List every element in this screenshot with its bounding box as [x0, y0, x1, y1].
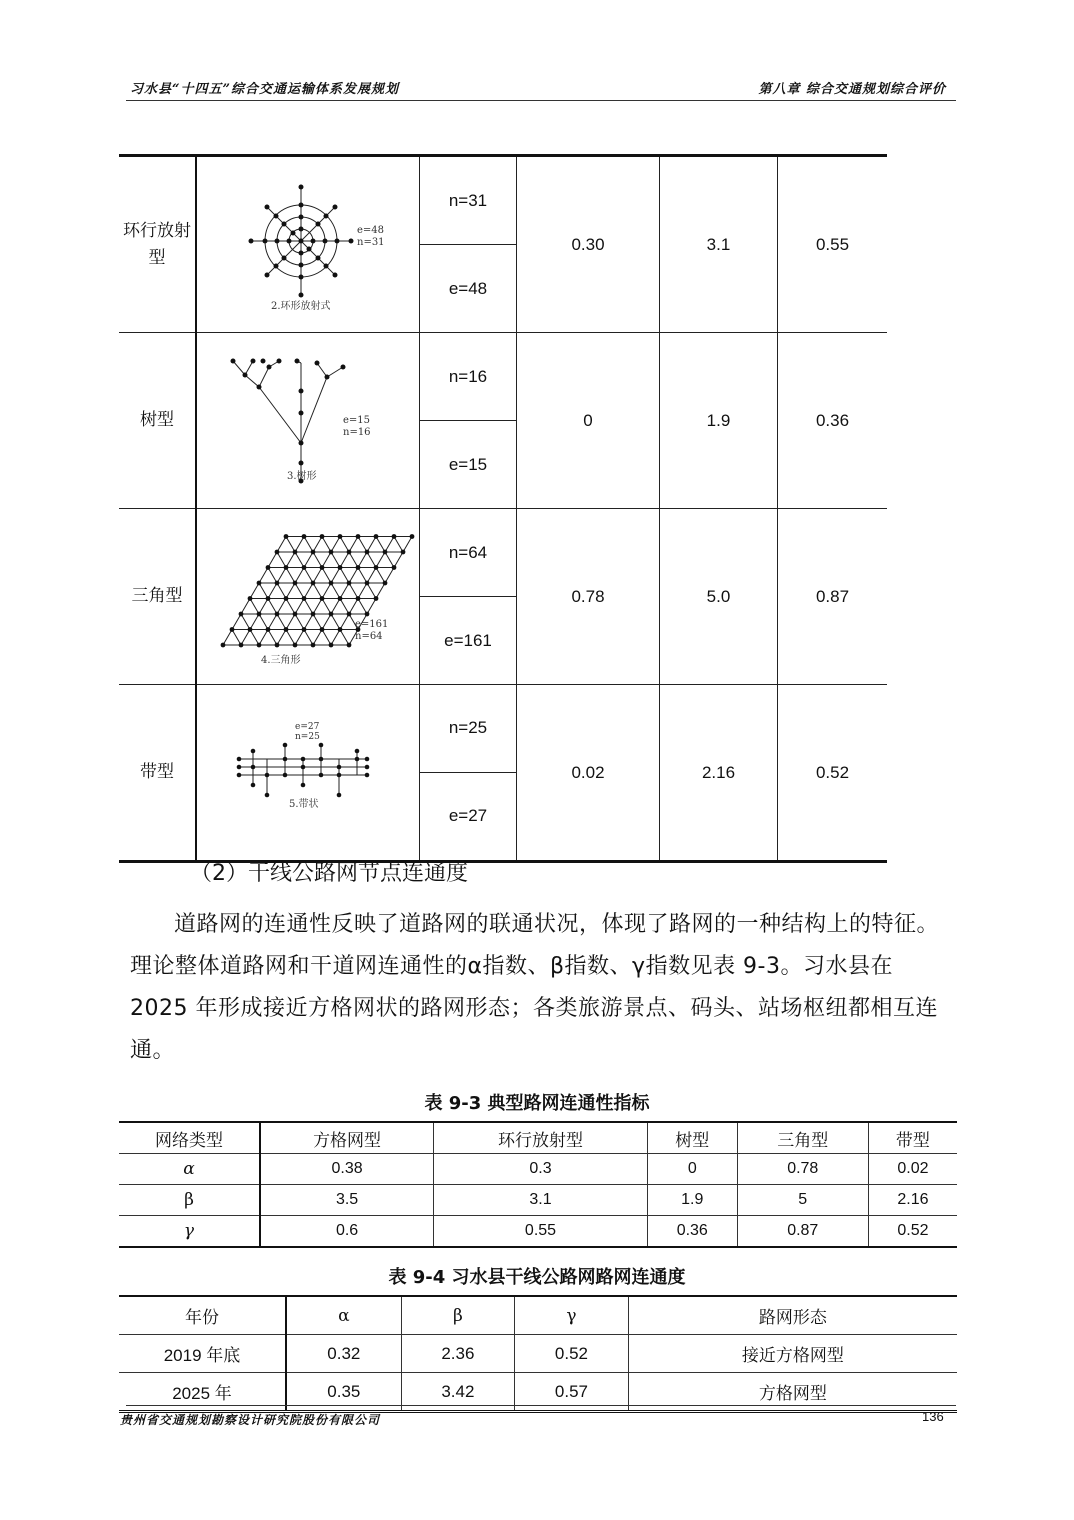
strip-figure	[196, 685, 420, 862]
header-cell: 路网形态	[628, 1296, 957, 1335]
connectivity-index-table	[119, 1121, 957, 1248]
header-cell: 三角型	[737, 1122, 868, 1154]
network-type-cell: 带型	[119, 685, 196, 862]
edge-count-cell: e=48	[420, 245, 517, 333]
header-title: 习水县“十四五”综合交通运输体系发展规划	[130, 82, 399, 97]
year-cell: 2025 年	[119, 1373, 286, 1412]
lattice-node	[266, 596, 271, 601]
tree-diagram	[197, 333, 419, 503]
lattice-node	[311, 643, 316, 648]
alpha-cell: 0.02	[517, 685, 660, 862]
table-cell: 1.9	[647, 1185, 737, 1216]
network-type-table	[119, 154, 887, 863]
lattice-node	[284, 534, 289, 539]
table-row	[119, 1185, 957, 1216]
lattice-node	[329, 550, 334, 555]
figure-caption: 5.带状	[289, 799, 319, 810]
alpha-cell: 0	[517, 333, 660, 509]
lattice-node	[374, 565, 379, 570]
table-cell: 0.02	[868, 1154, 957, 1185]
table-cell: 3.42	[401, 1373, 515, 1412]
alpha-cell: 0.78	[517, 509, 660, 685]
lattice-node	[392, 565, 397, 570]
lattice-node	[365, 612, 370, 617]
gamma-cell: 0.87	[778, 509, 888, 685]
beta-cell: 1.9	[660, 333, 778, 509]
row-label: α	[119, 1154, 260, 1185]
lattice-node	[329, 581, 334, 586]
lattice-node	[320, 534, 325, 539]
network-type-cell: 三角型	[119, 509, 196, 685]
beta-cell: 3.1	[660, 156, 778, 333]
lattice-node	[356, 534, 361, 539]
alpha-cell: 0.30	[517, 156, 660, 333]
footer-rule	[126, 1405, 956, 1406]
figure-caption: 3.树形	[287, 471, 317, 482]
lattice-node	[257, 612, 262, 617]
lattice-node	[374, 596, 379, 601]
lattice-node	[248, 596, 253, 601]
header-cell: α	[286, 1296, 401, 1335]
figure-e-label: e=161	[355, 619, 389, 630]
lattice-node	[257, 581, 262, 586]
lattice-node	[221, 643, 226, 648]
figure-n-label: n=31	[357, 237, 385, 248]
ring-radial-figure	[196, 156, 420, 333]
lattice-node	[347, 550, 352, 555]
lattice-node	[275, 581, 280, 586]
lattice-node	[302, 534, 307, 539]
lattice-node	[275, 550, 280, 555]
lattice-node	[347, 581, 352, 586]
lattice-node	[320, 596, 325, 601]
table-row	[119, 509, 887, 597]
lattice-node	[374, 534, 379, 539]
lattice-node	[401, 550, 406, 555]
table-row	[119, 685, 887, 773]
lattice-node	[329, 612, 334, 617]
lattice-node	[365, 581, 370, 586]
table-cell: 0.6	[260, 1216, 434, 1248]
header-rule	[126, 100, 956, 101]
lattice-node	[320, 565, 325, 570]
year-cell: 2019 年底	[119, 1335, 286, 1373]
header-cell: 树型	[647, 1122, 737, 1154]
gamma-cell: 0.36	[778, 333, 888, 509]
lattice-node	[293, 581, 298, 586]
figure-caption: 2.环形放射式	[271, 301, 331, 312]
header-cell: 网络类型	[119, 1122, 260, 1154]
lattice-node	[266, 565, 271, 570]
table-cell: 0.55	[434, 1216, 648, 1248]
table-cell: 0.35	[286, 1373, 401, 1412]
lattice-node	[275, 643, 280, 648]
table4-caption: 表 9-4 习水县干线公路网路网连通度	[388, 1267, 686, 1288]
table-cell: 0.32	[286, 1335, 401, 1373]
lattice-node	[338, 534, 343, 539]
lattice-node	[230, 627, 235, 632]
node-count-cell: n=64	[420, 509, 517, 597]
table-cell: 3.1	[434, 1185, 648, 1216]
table-cell: 0.57	[515, 1373, 629, 1412]
page-number: 136	[922, 1409, 944, 1424]
lattice-node	[302, 627, 307, 632]
table-cell: 0.78	[737, 1154, 868, 1185]
header-cell: γ	[515, 1296, 629, 1335]
row-label: γ	[119, 1216, 260, 1248]
table-cell: 接近方格网型	[628, 1335, 957, 1373]
lattice-node	[284, 627, 289, 632]
triangle-grid-diagram	[197, 509, 419, 679]
figure-n-label: n=64	[355, 631, 383, 642]
figure-caption: 4.三角形	[261, 655, 301, 666]
table-row	[119, 1216, 957, 1248]
network-type-cell: 树型	[119, 333, 196, 509]
figure-n-label: n=25	[295, 732, 320, 742]
gamma-cell: 0.52	[778, 685, 888, 862]
lattice-node	[347, 612, 352, 617]
lattice-node	[284, 565, 289, 570]
lattice-node	[383, 581, 388, 586]
table-cell: 0.3	[434, 1154, 648, 1185]
table-cell: 2.36	[401, 1335, 515, 1373]
lattice-node	[392, 534, 397, 539]
table-header-row	[119, 1296, 957, 1335]
triangle-figure	[196, 509, 420, 685]
edge-count-cell: e=27	[420, 772, 517, 861]
footer-company: 贵州省交通规划勘察设计研究院股份有限公司	[120, 1413, 381, 1427]
lattice-node	[239, 612, 244, 617]
table-row	[119, 1154, 957, 1185]
row-label: β	[119, 1185, 260, 1216]
header-cell: β	[401, 1296, 515, 1335]
table-header-row	[119, 1122, 957, 1154]
table-cell: 0	[647, 1154, 737, 1185]
table-cell: 0.38	[260, 1154, 434, 1185]
lattice-node	[410, 534, 415, 539]
lattice-node	[356, 565, 361, 570]
table-row	[119, 156, 887, 245]
lattice-node	[284, 596, 289, 601]
lattice-node	[275, 612, 280, 617]
section-heading: （2）干线公路网节点连通度	[190, 861, 468, 886]
lattice-node	[293, 550, 298, 555]
figure-e-label: e=48	[357, 225, 385, 236]
node-count-cell: n=25	[420, 685, 517, 773]
table-cell: 5	[737, 1185, 868, 1216]
figure-e-label: e=15	[343, 415, 371, 426]
node-count-cell: n=31	[420, 156, 517, 245]
beta-cell: 5.0	[660, 509, 778, 685]
lattice-node	[365, 550, 370, 555]
lattice-node	[347, 643, 352, 648]
beta-cell: 2.16	[660, 685, 778, 862]
header-cell: 年份	[119, 1296, 286, 1335]
lattice-node	[383, 550, 388, 555]
lattice-node	[248, 627, 253, 632]
table3-caption: 表 9-3 典型路网连通性指标	[424, 1093, 650, 1114]
ring-radial-diagram	[197, 157, 419, 327]
edge-count-cell: e=15	[420, 421, 517, 509]
lattice-node	[356, 596, 361, 601]
lattice-node	[311, 612, 316, 617]
edge-count-cell: e=161	[420, 597, 517, 685]
lattice-node	[311, 550, 316, 555]
header-cell: 环行放射型	[434, 1122, 648, 1154]
lattice-node	[302, 565, 307, 570]
lattice-node	[338, 565, 343, 570]
lattice-node	[266, 627, 271, 632]
table-cell: 3.5	[260, 1185, 434, 1216]
figure-e-label: e=27	[295, 722, 320, 732]
node-count-cell: n=16	[420, 333, 517, 421]
header-chapter: 第八章 综合交通规划综合评价	[758, 82, 946, 97]
lattice-node	[338, 627, 343, 632]
strip-diagram	[197, 685, 419, 855]
gamma-cell: 0.55	[778, 156, 888, 333]
lattice-node	[302, 596, 307, 601]
header-cell: 方格网型	[260, 1122, 434, 1154]
table-cell: 0.36	[647, 1216, 737, 1248]
table-cell: 0.87	[737, 1216, 868, 1248]
table-row	[119, 333, 887, 421]
lattice-node	[239, 643, 244, 648]
lattice-node	[338, 596, 343, 601]
table-cell: 0.52	[868, 1216, 957, 1248]
tree-figure	[196, 333, 420, 509]
table-cell: 2.16	[868, 1185, 957, 1216]
lattice-node	[257, 643, 262, 648]
figure-n-label: n=16	[343, 427, 371, 438]
table-cell: 方格网型	[628, 1373, 957, 1412]
body-paragraph: 道路网的连通性反映了道路网的联通状况，体现了路网的一种结构上的特征。理论整体道路网和干道网连通性的α指数、β指数、γ指数见表 9-3。习水县在 2025 年形成接近方格网状的路网形态；各类旅游景点、码头、站场枢纽都相互连通。	[130, 912, 940, 1063]
table-row	[119, 1335, 957, 1373]
network-type-cell: 环行放射型	[119, 156, 196, 333]
header-cell: 带型	[868, 1122, 957, 1154]
table-cell: 0.52	[515, 1335, 629, 1373]
county-connectivity-table	[119, 1295, 957, 1413]
lattice-node	[311, 581, 316, 586]
lattice-node	[320, 627, 325, 632]
lattice-node	[293, 612, 298, 617]
lattice-node	[293, 643, 298, 648]
lattice-node	[329, 643, 334, 648]
